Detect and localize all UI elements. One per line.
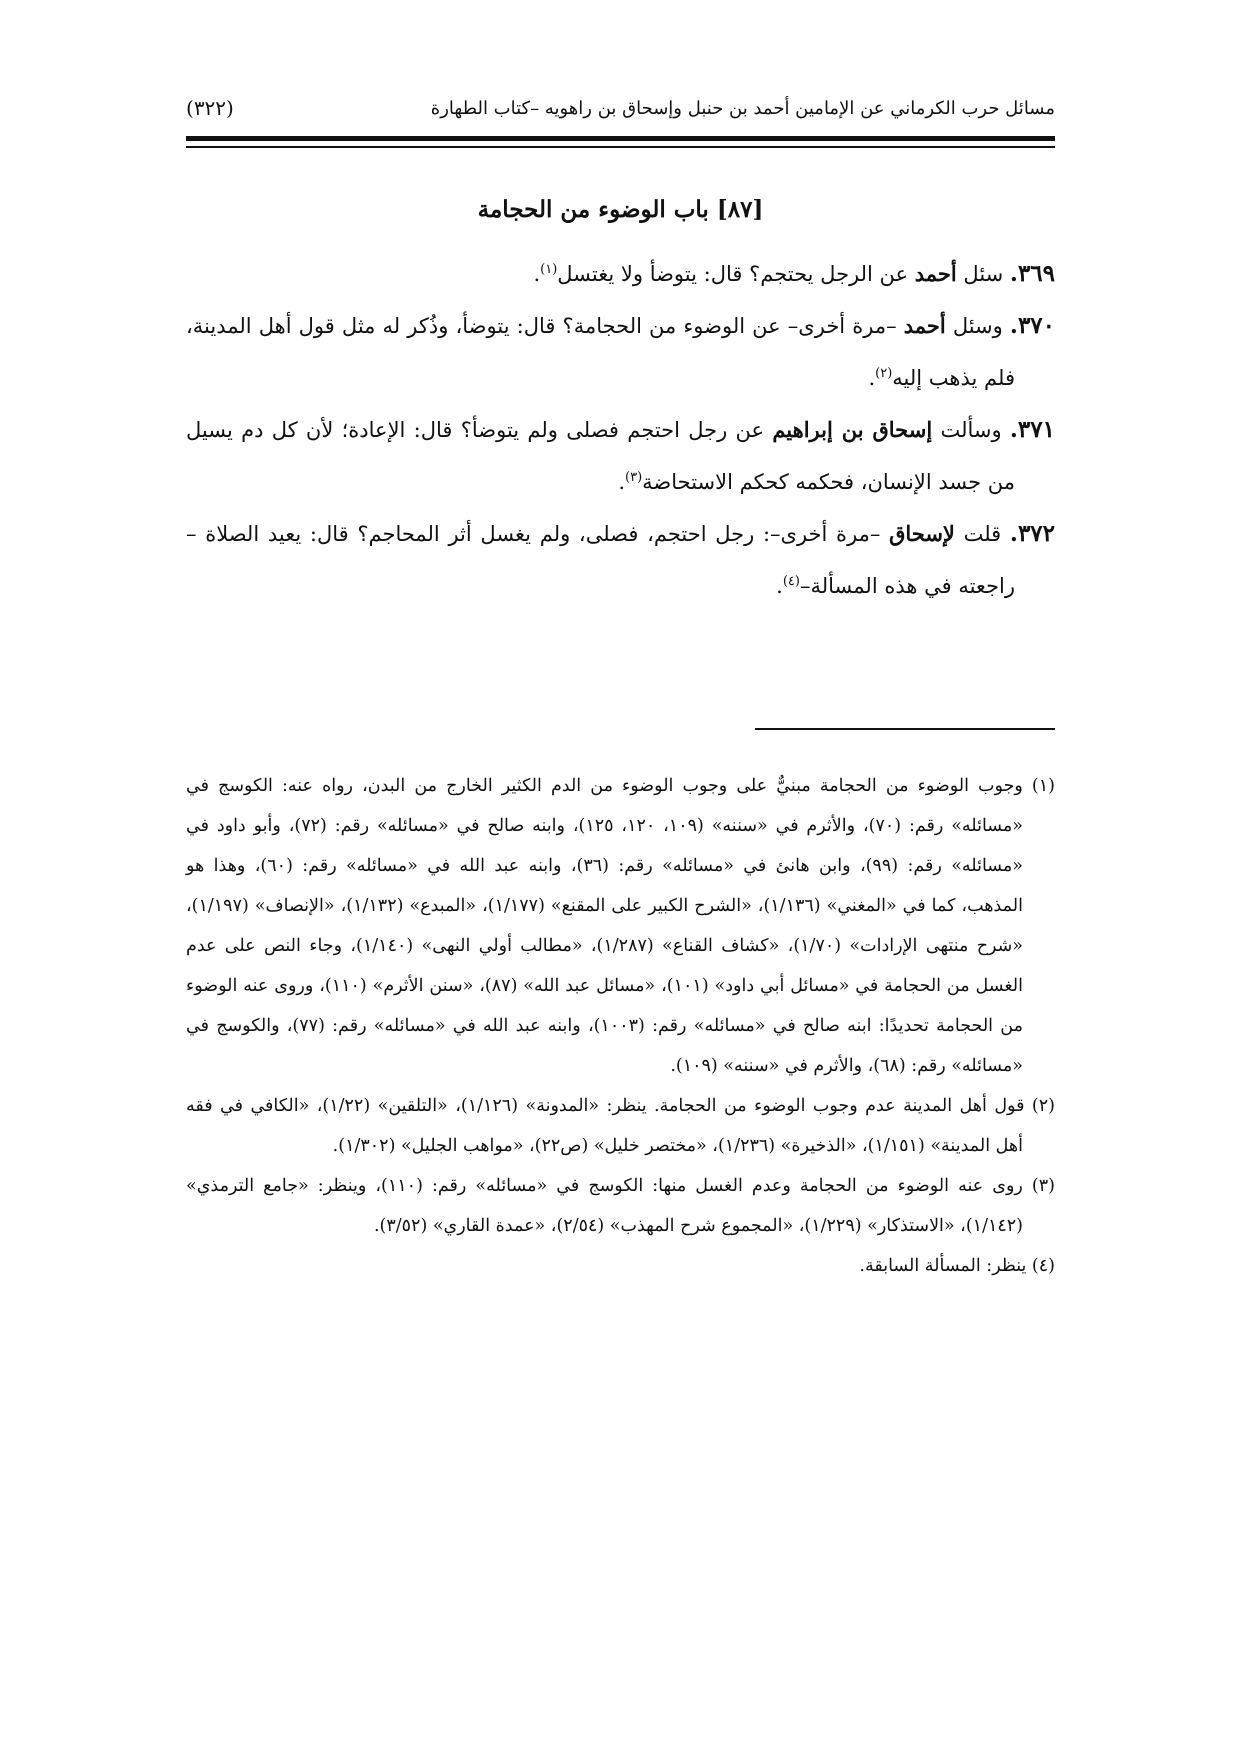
issue-text: عن رجل احتجم فصلى ولم يتوضأ؟ قال: الإعادة؛ لأن كل دم يسيل من جسد الإنسان، فحكمه كحكم الاستحاضة: [186, 418, 1015, 494]
footnote-separator: [755, 728, 1055, 730]
issue-tail: .: [868, 366, 876, 390]
footnote-ref[interactable]: (١): [540, 262, 558, 277]
issue-text: عن الرجل يحتجم؟ قال: يتوضأ ولا يغتسل: [557, 262, 915, 286]
footnote-1: (١) وجوب الوضوء من الحجامة مبنيٌّ على وجوب الوضوء من الدم الكثير الخارج من البدن، رواه عنه: الكوسج في «مسائله» رقم: (٧٠)، والأثرم في «سننه» (١٠٩، ١٢٠، ١٢٥)، وابنه صالح في «مسائله» رقم: (٧٢)، وأبو داود في «مسائله» رقم: (٩٩)، وابن هانئ في «مسائله» رقم: (٣٦)، وابنه عبد الله في «مسائله» رقم: (٦٠)، وهذا هو المذهب، كما في «المغني» (١/١٣٦)، «الشرح الكبير على المقنع» (١/١٧٧)، «المبدع» (١/١٣٢)، «الإنصاف» (١/١٩٧)، «شرح منتهى الإرادات» (١/٧٠)، «كشاف القناع» (١/٢٨٧)، «مطالب أولي النهى» (١/١٤٠)، وجاء النص على عدم الغسل من الحجامة في «مسائل أبي داود» (١٠١)، «مسائل عبد الله» (٨٧)، «سنن الأثرم» (١١٠)، وروى عنه الوضوء من الحجامة تحديدًا: ابنه صالح في «مسائله» رقم: (١٠٠٣)، وابنه عبد الله في «مسائله» رقم: (٧٧)، والكوسج في «مسائله» رقم: (٦٨)، والأثرم في «سننه» (١٠٩).: [186, 776, 1055, 1076]
issue-scholar-name: إسحاق بن إبراهيم: [772, 417, 933, 442]
issue-scholar-name: أحمد: [903, 313, 946, 338]
issue-369: [186, 248, 1055, 300]
issue-text-pre: قلت: [954, 522, 1010, 546]
footnotes: [186, 766, 1055, 1286]
issue-372: [186, 508, 1055, 612]
issue-scholar-name: أحمد: [914, 261, 957, 286]
issue-text-pre: سئل: [956, 262, 1010, 286]
issue-tail: .: [776, 574, 783, 598]
main-text: [186, 190, 1055, 612]
running-header: [186, 88, 1055, 128]
page-number: (٣٢٢): [186, 96, 234, 120]
issue-tail: .: [618, 470, 626, 494]
issue-text: –مرة أخرى–: رجل احتجم، فصلى، ولم يغسل أثر المحاجم؟ قال: يعيد الصلاة –راجعته في هذه المسألة–: [186, 522, 1015, 598]
running-title: مسائل حرب الكرماني عن الإمامين أحمد بن حنبل وإسحاق بن راهويه –كتاب الطهارة: [430, 97, 1055, 119]
issue-tail: .: [533, 262, 541, 286]
issue-text-pre: وسئل: [945, 314, 1010, 338]
issue-number: ٣٧٠.: [1009, 312, 1055, 339]
issue-number: ٣٦٩.: [1009, 260, 1055, 287]
header-rule-thin: [186, 146, 1055, 148]
chapter-heading: [٨٧] باب الوضوء من الحجامة: [477, 196, 764, 223]
issue-scholar-name: لإسحاق: [889, 521, 955, 546]
issue-text-pre: وسألت: [932, 418, 1010, 442]
footnote-ref[interactable]: (٤): [782, 574, 800, 589]
footnote-4: (٤) ينظر: المسألة السابقة.: [859, 1256, 1055, 1276]
footnote-ref[interactable]: (٢): [875, 366, 893, 381]
footnote-ref[interactable]: (٣): [625, 470, 643, 485]
header-rule-thick: [186, 136, 1055, 141]
issue-number: ٣٧٢.: [1009, 520, 1055, 547]
footnote-3: (٣) روى عنه الوضوء من الحجامة وعدم الغسل منها: الكوسج في «مسائله» رقم: (١١٠)، وينظر: «جامع الترمذي» (١/١٤٢)، «الاستذكار» (١/٢٢٩)، «المجموع شرح المهذب» (٢/٥٤)، «عمدة القاري» (٣/٥٢).: [186, 1176, 1055, 1236]
issue-370: [186, 300, 1055, 404]
issue-text: –مرة أخرى– عن الوضوء من الحجامة؟ قال: يتوضأ، وذُكر له مثل قول أهل المدينة، فلم يذهب إليه: [186, 314, 1015, 390]
issue-371: [186, 404, 1055, 508]
footnote-2: (٢) قول أهل المدينة عدم وجوب الوضوء من الحجامة. ينظر: «المدونة» (١/١٢٦)، «التلقين» (١/٢٢)، «الكافي في فقه أهل المدينة» (١/١٥١)، «الذخيرة» (١/٢٣٦)، «مختصر خليل» (ص٢٢)، «مواهب الجليل» (١/٣٠٢).: [186, 1096, 1055, 1156]
issue-number: ٣٧١.: [1009, 416, 1055, 443]
